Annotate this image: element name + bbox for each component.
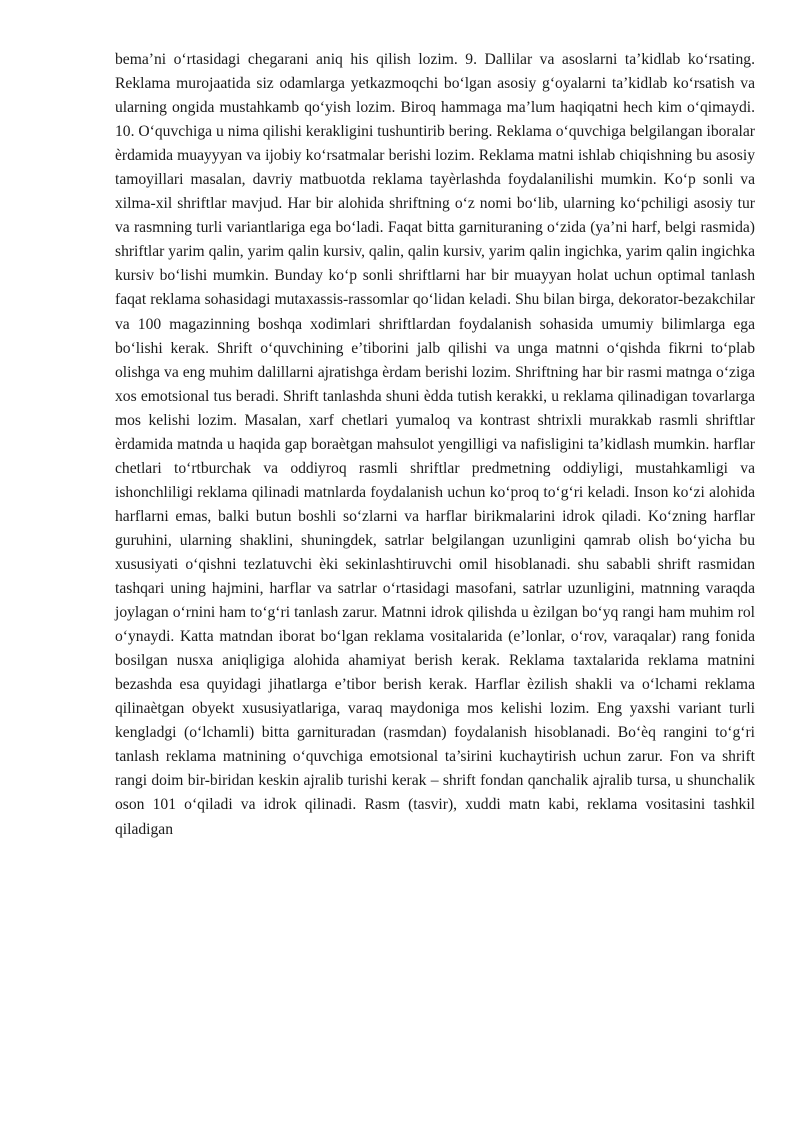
- body-paragraph: bema’ni o‘rtasidagi chegarani aniq his qilish lozim. 9. Dallilar va asoslarni ta’kidlab ko‘rsating. Reklama murojaatida siz odamlarga yetkazmoqchi bo‘lgan asosiy g‘oyalarni ta’kidlab ko‘rsatish va ularning ongida mustahkamb qo‘yish lozim. Biroq hammaga ma’lum haqiqatni hech kim o‘qimaydi. 10. O‘quvchiga u nima qilishi kerakligini tushuntirib bering. Reklama o‘quvchiga belgilangan iboralar ѐrdamida muayyyan va ijobiy ko‘rsatmalar berishi lozim. Reklama matni ishlab chiqishning bu asosiy tamoyillari masalan, davriy matbuotda reklama tayѐrlashda foydalanilishi mumkin. Ko‘p sonli va xilma-xil shriftlar mavjud. Har bir alohida shriftning o‘z nomi bo‘lib, ularning ko‘pchiligi asosiy tur va rasmning turli variantlariga ega bo‘ladi. Faqat bitta garnituraning o‘zida (ya’ni harf, belgi rasmida) shriftlar yarim qalin, yarim qalin kursiv, qalin, qalin kursiv, yarim qalin ingichka, yarim qalin ingichka kursiv bo‘lishi mumkin. Bunday ko‘p sonli shriftlarni har bir muayyan holat uchun optimal tanlash faqat reklama sohasidagi mutaxassis-rassomlar qo‘lidan keladi. Shu bilan birga, dekorator-bezakchilar va 100 magazinning boshqa xodimlari shriftlardan foydalanish sohasida umumiy bilimlarga ega bo‘lishi kerak. Shrift o‘quvchining e’tiborini jalb qilishi va unga matnni o‘qishda fikrni to‘plab olishga va eng muhim dalillarni ajratishga ѐrdam berishi lozim. Shriftning har bir rasmi matnga o‘ziga xos emotsional tus beradi. Shrift tanlashda shuni ѐdda tutish kerakki, u reklama qilinadigan tovarlarga mos kelishi lozim. Masalan, xarf chetlari yumaloq va kontrast shtrixli murakkab rasmli shriftlar ѐrdamida matnda u haqida gap boraѐtgan mahsulot yengilligi va nafisligini ta’kidlash mumkin. harflar chetlari to‘rtburchak va oddiyroq rasmli shriftlar predmetning oddiyligi, mustahkamligi va ishonchliligi reklama qilinadi matnlarda foydalanish uchun ko‘proq to‘g‘ri keladi. Inson ko‘zi alohida harflarni emas, balki butun boshli so‘zlarni va harflar birikmalarini idrok qiladi. Ko‘zning harflar guruhini, ularning shaklini, shuningdek, satrlar belgilangan uzunligini qamrab olish bo‘yicha bu xususiyati o‘qishni tezlatuvchi ѐki sekinlashtiruvchi omil hisoblanadi. shu sababli shrift rasmidan tashqari uning hajmini, harflar va satrlar o‘rtasidagi masofani, satrlar uzunligini, matnning varaqda joylagan o‘rnini ham to‘g‘ri tanlash zarur. Matnni idrok qilishda u ѐzilgan bo‘yq rangi ham muhim rol o‘ynaydi. Katta matndan iborat bo‘lgan reklama vositalarida (e’lonlar, o‘rov, varaqalar) rang fonida bosilgan nusxa aniqligiga alohida ahamiyat berish kerak. Reklama taxtalarida reklama matnini bezashda esa quyidagi jihatlarga e’tibor berish kerak. Harflar ѐzilish shakli va o‘lchami reklama qilinaѐtgan obyekt xususiyatlariga, varaq maydoniga mos kelishi lozim. Eng yaxshi variant turli kengladgi (o‘lchamli) bitta garnituradan (rasmdan) foydalanish hisoblanadi. Bo‘ѐq rangini to‘g‘ri tanlash reklama matnining o‘quvchiga emotsional ta’sirini kuchaytirish uchun zarur. Fon va shrift rangi doim bir-biridan keskin ajralib turishi kerak – shrift fondan qanchalik ajralib tursa, u shunchalik oson 101 o‘qiladi va idrok qilinadi. Rasm (tasvir), xuddi matn kabi, reklama vositasini tashkil qiladigan: [115, 51, 755, 838]
- document-page: [115, 48, 755, 842]
